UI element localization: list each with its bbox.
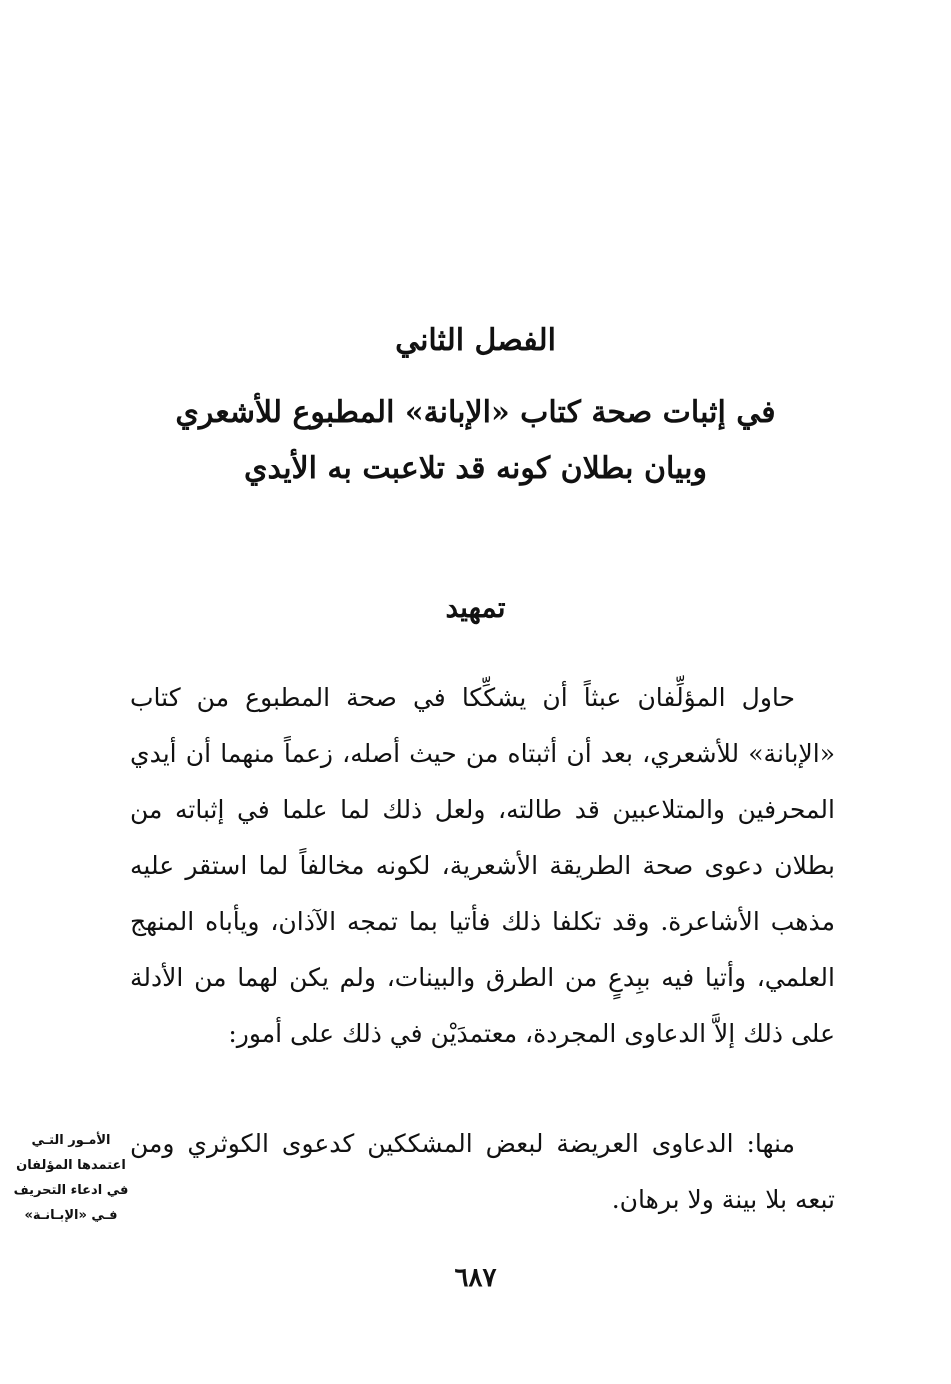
chapter-title-line-1: في إثبات صحة كتاب «الإبانة» المطبوع للأشعري	[175, 395, 776, 430]
paragraph-introduction: حاول المؤلِّفان عبثاً أن يشكِّكا في صحة المطبوع من كتاب «الإبانة» للأشعري، بعد أن أثبتاه من حيث أصله، زعماً منهما أن أيدي المحرفين والمتلاعبين قد طالته، ولعل ذلك لما علما في إثباته من بطلان دعوى صحة الطريقة الأشعرية، لكونه مخالفاً لما استقر عليه مذهب الأشاعرة. وقد تكلفا ذلك فأتيا بما تمجه الآذان، ويأباه المنهج العلمي، وأتيا فيه ببِدعٍ من الطرق والبينات، ولم يكن لهما من الأدلة على ذلك إلاَّ الدعاوى المجردة، معتمدَيْن في ذلك على أمور:	[130, 683, 835, 1048]
margin-note-line: الأمـور التـي	[31, 1133, 111, 1148]
margin-note	[12, 1128, 130, 1228]
body-text	[130, 670, 835, 1062]
chapter-title-line-2: وبيان بطلان كونه قد تلاعبت به الأيدي	[243, 451, 708, 486]
page-number: ٦٨٧	[454, 1263, 497, 1293]
margin-note-line: في ادعاء التحريف	[13, 1183, 129, 1198]
paragraph-first-point: منها: الدعاوى العريضة لبعض المشككين كدعوى الكوثري ومن تبعه بلا بينة ولا برهان.	[130, 1129, 835, 1214]
margin-note-line: اعتمدها المؤلفان	[16, 1158, 126, 1173]
chapter-label: الفصل الثاني	[395, 323, 556, 358]
chapter-title	[120, 385, 831, 497]
section-heading: تمهيد	[445, 591, 506, 624]
margin-note-line: فـي «الإبـانـة»	[24, 1208, 118, 1223]
